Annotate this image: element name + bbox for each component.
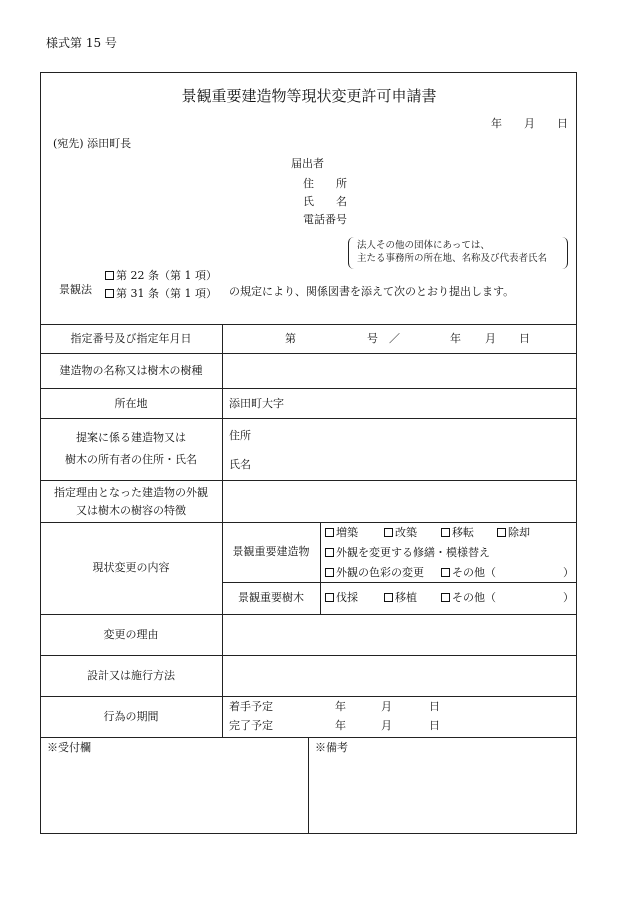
location-label: 所在地	[114, 397, 148, 410]
name-label: 建造物の名称又は樹木の樹種	[59, 364, 203, 377]
checkbox-rebuild[interactable]	[384, 528, 393, 537]
application-form	[40, 72, 577, 834]
law-label: 景観法	[59, 283, 92, 296]
checkbox-cut[interactable]	[325, 593, 334, 602]
reason-field[interactable]	[225, 617, 573, 653]
building-opt-other[interactable]: その他（	[441, 566, 496, 580]
building-opt-color[interactable]: 外観の色彩の変更	[325, 566, 424, 580]
checkbox-color[interactable]	[325, 568, 334, 577]
tree-opt-other[interactable]: その他（	[441, 591, 496, 605]
checkbox-transplant[interactable]	[384, 593, 393, 602]
method-label: 設計又は施行方法	[87, 669, 175, 682]
form-title: 景観重要建造物等現状変更許可申請書	[181, 87, 437, 105]
corporate-note-line2: 主たる事務所の所在地、名称及び代表者氏名	[357, 253, 548, 264]
applicant-header: 届出者	[291, 157, 324, 170]
designation-no: 第	[285, 332, 296, 345]
applicant-address-label: 住 所	[303, 177, 347, 190]
checkbox-relocate[interactable]	[441, 528, 450, 537]
start-day[interactable]: 日	[429, 700, 440, 713]
building-opt-extension[interactable]: 増築	[325, 526, 358, 540]
addressee: (宛先) 添田町長	[53, 137, 132, 150]
change-label: 現状変更の内容	[92, 561, 170, 574]
checkbox-repair[interactable]	[325, 548, 334, 557]
end-year[interactable]: 年	[335, 719, 346, 732]
feature-field[interactable]	[225, 483, 573, 519]
owner-name-label[interactable]: 氏名	[229, 458, 251, 471]
start-label: 着手予定	[229, 700, 273, 713]
method-field[interactable]	[225, 658, 573, 694]
checkbox-building-other[interactable]	[441, 568, 450, 577]
law-option-31[interactable]: 第 31 条（第 1 項）	[105, 287, 217, 301]
applicant-phone-label: 電話番号	[303, 213, 347, 226]
date-line[interactable]: 年 月 日	[491, 117, 568, 130]
tree-opt-cut[interactable]: 伐採	[325, 591, 358, 605]
tree-other-close: ）	[563, 591, 574, 604]
designation-year: 年	[450, 332, 461, 345]
building-label: 景観重要建造物	[232, 545, 310, 558]
owner-label-line2: 樹木の所有者の住所・氏名	[65, 453, 197, 466]
period-label: 行為の期間	[103, 710, 159, 723]
tree-opt-transplant[interactable]: 移植	[384, 591, 417, 605]
owner-label-line1: 提案に係る建造物又は	[76, 431, 186, 444]
corporate-note-line1: 法人その他の団体にあっては、	[357, 240, 490, 251]
start-year[interactable]: 年	[335, 700, 346, 713]
law-option-22[interactable]: 第 22 条（第 1 項）	[105, 269, 217, 283]
building-opt-repair[interactable]: 外観を変更する修繕・模様替え	[325, 546, 490, 560]
building-opt-rebuild[interactable]: 改築	[384, 526, 417, 540]
feature-label-line2: 又は樹木の樹容の特徴	[76, 504, 186, 517]
tree-label: 景観重要樹木	[238, 591, 304, 604]
end-day[interactable]: 日	[429, 719, 440, 732]
location-value[interactable]: 添田町大字	[229, 397, 284, 410]
applicant-name-label: 氏 名	[303, 195, 347, 208]
checkbox-extension[interactable]	[325, 528, 334, 537]
designation-day: 日	[519, 332, 530, 345]
name-field[interactable]	[225, 356, 573, 386]
end-month[interactable]: 月	[381, 719, 392, 732]
owner-address-label[interactable]: 住所	[229, 429, 251, 442]
checkbox-remove[interactable]	[497, 528, 506, 537]
reason-label: 変更の理由	[103, 628, 159, 641]
designation-go: 号 ／	[367, 332, 400, 345]
checkbox-art22[interactable]	[105, 271, 114, 280]
feature-label-line1: 指定理由となった建造物の外観	[54, 486, 208, 499]
form-number: 様式第 15 号	[46, 36, 117, 50]
building-other-close: ）	[563, 566, 574, 579]
end-label: 完了予定	[229, 719, 273, 732]
checkbox-tree-other[interactable]	[441, 593, 450, 602]
building-opt-relocate[interactable]: 移転	[441, 526, 474, 540]
law-text: の規定により、関係図書を添えて次のとおり提出します。	[229, 285, 515, 298]
reception-label: ※受付欄	[47, 741, 91, 754]
start-month[interactable]: 月	[381, 700, 392, 713]
remarks-label: ※備考	[315, 741, 348, 754]
designation-label: 指定番号及び指定年月日	[70, 332, 192, 345]
checkbox-art31[interactable]	[105, 289, 114, 298]
designation-month: 月	[485, 332, 496, 345]
building-opt-remove[interactable]: 除却	[497, 526, 530, 540]
